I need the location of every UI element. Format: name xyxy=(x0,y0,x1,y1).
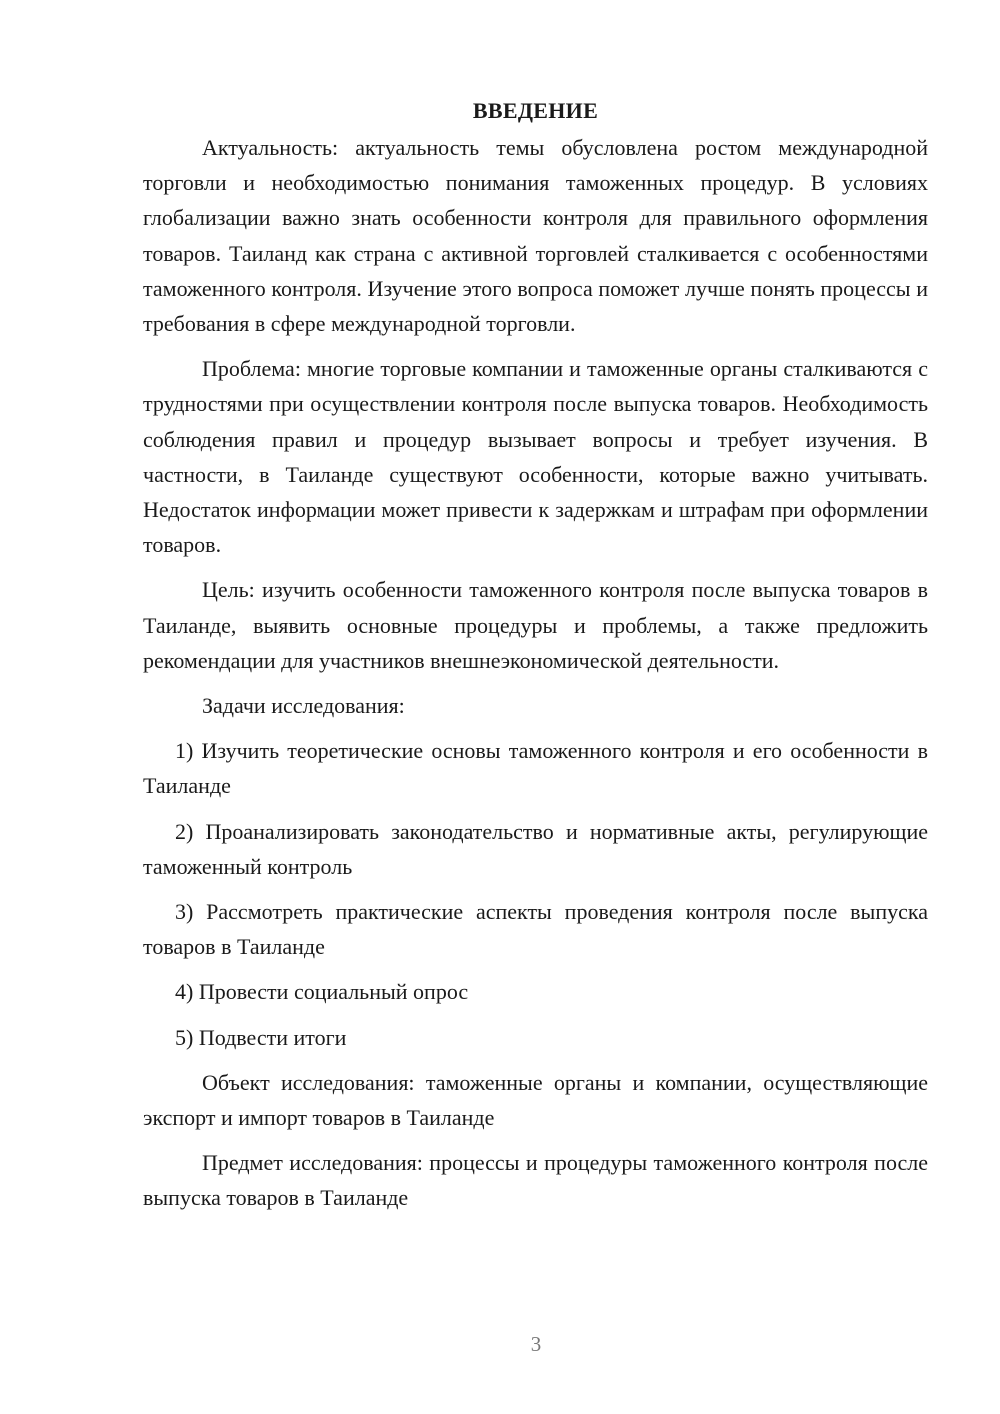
subject-paragraph: Предмет исследования: процессы и процедуры таможенного контроля после выпуска товаров в Таиланде xyxy=(143,1150,928,1211)
task-item: 1) Изучить теоретические основы таможенного контроля и его особенности в Таиланде xyxy=(143,738,928,799)
task-item: 4) Провести социальный опрос xyxy=(175,979,469,1005)
task-item: 5) Подвести итоги xyxy=(175,1024,347,1050)
tasks-list xyxy=(143,733,928,1055)
page-heading: ВВЕДЕНИЕ xyxy=(472,98,599,123)
task-item: 2) Проанализировать законодательство и нормативные акты, регулирующие таможенный контроль xyxy=(143,818,928,879)
object-paragraph: Объект исследования: таможенные органы и компании, осуществляющие экспорт и импорт товаров в Таиланде xyxy=(143,1069,928,1131)
page-number: 3 xyxy=(530,1332,542,1356)
task-item: 3) Рассмотреть практические аспекты проведения контроля после выпуска товаров в Таиланде xyxy=(143,899,928,960)
tasks-intro: Задачи исследования: xyxy=(202,693,405,719)
page-content xyxy=(143,96,928,1226)
problem-paragraph: Проблема: многие торговые компании и таможенные органы сталкиваются с трудностями при осуществлении контроля после выпуска товаров. Необходимость соблюдения правил и процедур вызывает вопросы и требует изучения. В частности, в Таиланде существуют особенности, которые важно учитывать. Недостаток информации может привести к задержкам и штрафам при оформлении товаров. xyxy=(143,356,928,558)
goal-paragraph: Цель: изучить особенности таможенного контроля после выпуска товаров в Таиланде, выявить основные процедуры и проблемы, а также предложить рекомендации для участников внешнеэкономической деятельности. xyxy=(143,577,928,673)
relevance-paragraph: Актуальность: актуальность темы обусловлена ростом международной торговли и необходимостью понимания таможенных процедур. В условиях глобализации важно знать особенности контроля для правильного оформления товаров. Таиланд как страна с активной торговлей сталкивается с особенностями таможенного контроля. Изучение этого вопроса поможет лучше понять процессы и требования в сфере международной торговли. xyxy=(143,135,928,337)
